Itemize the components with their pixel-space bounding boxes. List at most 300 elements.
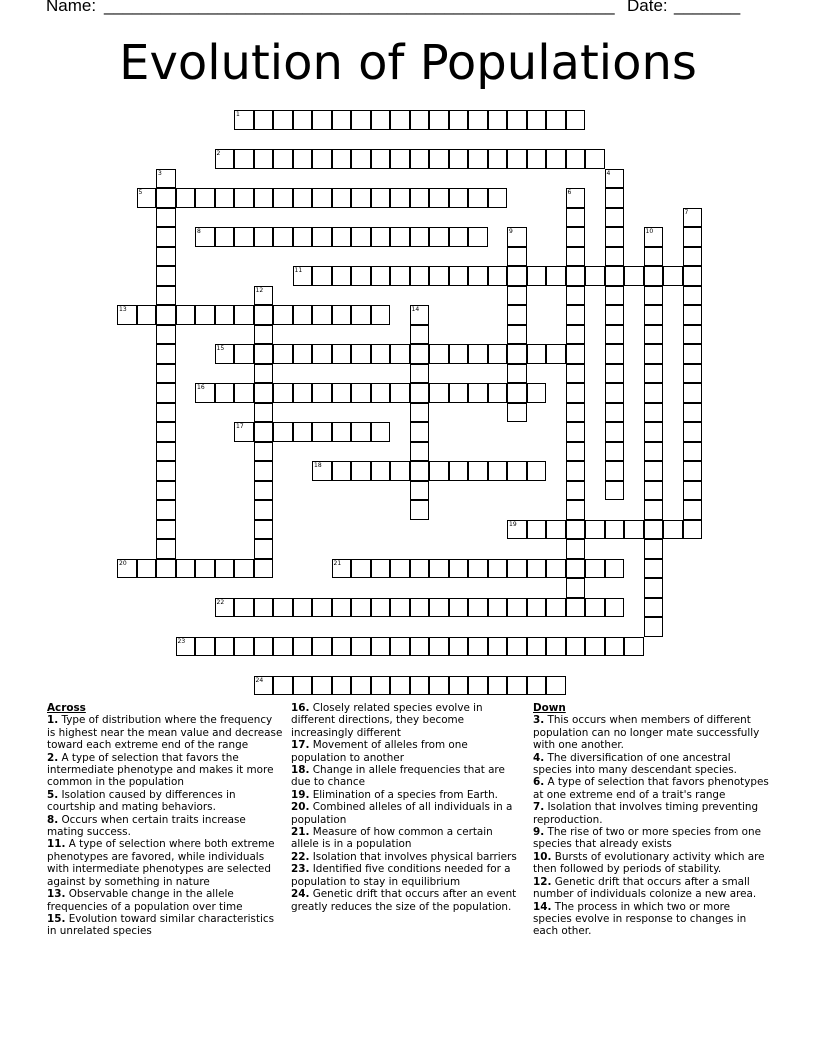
grid-cell[interactable] [605, 169, 625, 189]
grid-cell[interactable] [605, 325, 625, 345]
grid-cell[interactable] [254, 539, 274, 559]
grid-cell[interactable] [449, 110, 469, 130]
grid-cell[interactable] [215, 637, 235, 657]
grid-cell[interactable] [156, 208, 176, 228]
grid-cell[interactable] [644, 403, 664, 423]
grid-cell[interactable] [234, 383, 254, 403]
grid-cell[interactable] [332, 637, 352, 657]
grid-cell[interactable] [683, 383, 703, 403]
grid-cell[interactable] [566, 208, 586, 228]
grid-cell[interactable] [371, 461, 391, 481]
grid-cell[interactable] [176, 305, 196, 325]
grid-cell[interactable] [527, 266, 547, 286]
grid-cell[interactable] [234, 637, 254, 657]
grid-cell[interactable] [390, 461, 410, 481]
grid-cell[interactable] [351, 461, 371, 481]
grid-cell[interactable] [390, 188, 410, 208]
grid-cell[interactable] [273, 110, 293, 130]
grid-cell[interactable] [156, 442, 176, 462]
grid-cell[interactable] [312, 383, 332, 403]
grid-cell[interactable] [312, 266, 332, 286]
grid-cell[interactable] [156, 403, 176, 423]
grid-cell[interactable] [351, 149, 371, 169]
grid-cell[interactable] [566, 637, 586, 657]
grid-cell[interactable] [468, 637, 488, 657]
grid-cell[interactable] [234, 598, 254, 618]
grid-cell[interactable] [273, 149, 293, 169]
grid-cell[interactable] [683, 461, 703, 481]
grid-cell[interactable] [683, 520, 703, 540]
grid-cell[interactable] [390, 676, 410, 696]
grid-cell[interactable] [293, 676, 313, 696]
grid-cell[interactable] [507, 110, 527, 130]
grid-cell[interactable] [312, 422, 332, 442]
grid-cell[interactable] [215, 598, 235, 618]
grid-cell[interactable] [429, 383, 449, 403]
grid-cell[interactable] [585, 520, 605, 540]
grid-cell[interactable] [507, 227, 527, 247]
grid-cell[interactable] [644, 442, 664, 462]
grid-cell[interactable] [312, 676, 332, 696]
grid-cell[interactable] [254, 520, 274, 540]
grid-cell[interactable] [410, 500, 430, 520]
grid-cell[interactable] [312, 637, 332, 657]
grid-cell[interactable] [546, 266, 566, 286]
grid-cell[interactable] [234, 149, 254, 169]
grid-cell[interactable] [332, 559, 352, 579]
grid-cell[interactable] [566, 383, 586, 403]
grid-cell[interactable] [468, 676, 488, 696]
grid-cell[interactable] [156, 169, 176, 189]
grid-cell[interactable] [527, 149, 547, 169]
grid-cell[interactable] [605, 227, 625, 247]
grid-cell[interactable] [507, 383, 527, 403]
grid-cell[interactable] [605, 266, 625, 286]
grid-cell[interactable] [566, 344, 586, 364]
grid-cell[interactable] [683, 247, 703, 267]
grid-cell[interactable] [390, 266, 410, 286]
grid-cell[interactable] [332, 422, 352, 442]
grid-cell[interactable] [605, 344, 625, 364]
grid-cell[interactable] [449, 461, 469, 481]
grid-cell[interactable] [410, 559, 430, 579]
grid-cell[interactable] [566, 578, 586, 598]
grid-cell[interactable] [410, 598, 430, 618]
grid-cell[interactable] [566, 227, 586, 247]
grid-cell[interactable] [410, 637, 430, 657]
grid-cell[interactable] [663, 266, 683, 286]
grid-cell[interactable] [332, 305, 352, 325]
grid-cell[interactable] [332, 227, 352, 247]
grid-cell[interactable] [156, 325, 176, 345]
grid-cell[interactable] [273, 305, 293, 325]
grid-cell[interactable] [429, 266, 449, 286]
grid-cell[interactable] [371, 598, 391, 618]
grid-cell[interactable] [351, 383, 371, 403]
grid-cell[interactable] [293, 149, 313, 169]
grid-cell[interactable] [566, 422, 586, 442]
grid-cell[interactable] [683, 442, 703, 462]
grid-cell[interactable] [507, 676, 527, 696]
grid-cell[interactable] [371, 422, 391, 442]
grid-cell[interactable] [566, 149, 586, 169]
grid-cell[interactable] [254, 364, 274, 384]
grid-cell[interactable] [195, 227, 215, 247]
grid-cell[interactable] [566, 442, 586, 462]
grid-cell[interactable] [566, 266, 586, 286]
grid-cell[interactable] [624, 520, 644, 540]
grid-cell[interactable] [488, 383, 508, 403]
grid-cell[interactable] [566, 403, 586, 423]
grid-cell[interactable] [371, 188, 391, 208]
grid-cell[interactable] [195, 383, 215, 403]
grid-cell[interactable] [254, 383, 274, 403]
grid-cell[interactable] [605, 637, 625, 657]
grid-cell[interactable] [351, 266, 371, 286]
grid-cell[interactable] [527, 344, 547, 364]
grid-cell[interactable] [234, 188, 254, 208]
grid-cell[interactable] [644, 247, 664, 267]
grid-cell[interactable] [332, 188, 352, 208]
grid-cell[interactable] [488, 110, 508, 130]
grid-cell[interactable] [683, 422, 703, 442]
grid-cell[interactable] [351, 344, 371, 364]
grid-cell[interactable] [644, 578, 664, 598]
grid-cell[interactable] [234, 422, 254, 442]
grid-cell[interactable] [429, 637, 449, 657]
grid-cell[interactable] [507, 286, 527, 306]
grid-cell[interactable] [566, 559, 586, 579]
grid-cell[interactable] [176, 637, 196, 657]
grid-cell[interactable] [156, 286, 176, 306]
grid-cell[interactable] [215, 227, 235, 247]
grid-cell[interactable] [429, 344, 449, 364]
grid-cell[interactable] [449, 266, 469, 286]
grid-cell[interactable] [410, 383, 430, 403]
grid-cell[interactable] [605, 442, 625, 462]
grid-cell[interactable] [527, 676, 547, 696]
grid-cell[interactable] [390, 149, 410, 169]
grid-cell[interactable] [566, 325, 586, 345]
grid-cell[interactable] [546, 520, 566, 540]
grid-cell[interactable] [371, 266, 391, 286]
grid-cell[interactable] [117, 559, 137, 579]
grid-cell[interactable] [156, 227, 176, 247]
grid-cell[interactable] [371, 227, 391, 247]
grid-cell[interactable] [585, 637, 605, 657]
grid-cell[interactable] [254, 403, 274, 423]
grid-cell[interactable] [293, 383, 313, 403]
grid-cell[interactable] [527, 383, 547, 403]
grid-cell[interactable] [332, 383, 352, 403]
grid-cell[interactable] [683, 403, 703, 423]
grid-cell[interactable] [293, 344, 313, 364]
grid-cell[interactable] [332, 149, 352, 169]
date-line[interactable]: _______ [674, 0, 741, 15]
grid-cell[interactable] [683, 305, 703, 325]
grid-cell[interactable] [566, 500, 586, 520]
grid-cell[interactable] [351, 637, 371, 657]
grid-cell[interactable] [644, 598, 664, 618]
grid-cell[interactable] [644, 520, 664, 540]
grid-cell[interactable] [605, 383, 625, 403]
grid-cell[interactable] [488, 676, 508, 696]
grid-cell[interactable] [683, 344, 703, 364]
grid-cell[interactable] [488, 559, 508, 579]
grid-cell[interactable] [234, 344, 254, 364]
grid-cell[interactable] [683, 208, 703, 228]
grid-cell[interactable] [624, 266, 644, 286]
grid-cell[interactable] [683, 500, 703, 520]
grid-cell[interactable] [312, 188, 332, 208]
grid-cell[interactable] [371, 383, 391, 403]
grid-cell[interactable] [429, 461, 449, 481]
grid-cell[interactable] [351, 676, 371, 696]
grid-cell[interactable] [566, 598, 586, 618]
grid-cell[interactable] [254, 461, 274, 481]
grid-cell[interactable] [137, 188, 157, 208]
grid-cell[interactable] [254, 344, 274, 364]
grid-cell[interactable] [449, 383, 469, 403]
grid-cell[interactable] [254, 149, 274, 169]
grid-cell[interactable] [156, 481, 176, 501]
grid-cell[interactable] [410, 442, 430, 462]
grid-cell[interactable] [605, 422, 625, 442]
grid-cell[interactable] [644, 266, 664, 286]
grid-cell[interactable] [156, 266, 176, 286]
grid-cell[interactable] [351, 305, 371, 325]
grid-cell[interactable] [644, 500, 664, 520]
grid-cell[interactable] [176, 559, 196, 579]
grid-cell[interactable] [429, 227, 449, 247]
grid-cell[interactable] [566, 286, 586, 306]
grid-cell[interactable] [507, 266, 527, 286]
grid-cell[interactable] [410, 461, 430, 481]
grid-cell[interactable] [644, 286, 664, 306]
grid-cell[interactable] [293, 598, 313, 618]
grid-cell[interactable] [390, 383, 410, 403]
grid-cell[interactable] [293, 422, 313, 442]
grid-cell[interactable] [273, 598, 293, 618]
grid-cell[interactable] [644, 227, 664, 247]
grid-cell[interactable] [566, 520, 586, 540]
grid-cell[interactable] [546, 676, 566, 696]
grid-cell[interactable] [371, 344, 391, 364]
grid-cell[interactable] [254, 598, 274, 618]
grid-cell[interactable] [683, 286, 703, 306]
grid-cell[interactable] [410, 344, 430, 364]
grid-cell[interactable] [488, 598, 508, 618]
grid-cell[interactable] [390, 227, 410, 247]
grid-cell[interactable] [390, 598, 410, 618]
grid-cell[interactable] [195, 559, 215, 579]
grid-cell[interactable] [156, 559, 176, 579]
grid-cell[interactable] [254, 559, 274, 579]
grid-cell[interactable] [546, 344, 566, 364]
grid-cell[interactable] [449, 227, 469, 247]
grid-cell[interactable] [644, 539, 664, 559]
grid-cell[interactable] [273, 188, 293, 208]
grid-cell[interactable] [195, 188, 215, 208]
grid-cell[interactable] [644, 325, 664, 345]
grid-cell[interactable] [215, 344, 235, 364]
grid-cell[interactable] [429, 598, 449, 618]
grid-cell[interactable] [605, 598, 625, 618]
grid-cell[interactable] [273, 227, 293, 247]
grid-cell[interactable] [644, 383, 664, 403]
grid-cell[interactable] [527, 637, 547, 657]
grid-cell[interactable] [254, 305, 274, 325]
grid-cell[interactable] [585, 559, 605, 579]
grid-cell[interactable] [156, 520, 176, 540]
grid-cell[interactable] [410, 110, 430, 130]
grid-cell[interactable] [605, 559, 625, 579]
grid-cell[interactable] [585, 149, 605, 169]
grid-cell[interactable] [410, 305, 430, 325]
grid-cell[interactable] [176, 188, 196, 208]
grid-cell[interactable] [293, 637, 313, 657]
grid-cell[interactable] [137, 559, 157, 579]
grid-cell[interactable] [429, 676, 449, 696]
name-line[interactable]: ______________________________________________________ [104, 0, 615, 15]
grid-cell[interactable] [605, 520, 625, 540]
grid-cell[interactable] [371, 110, 391, 130]
grid-cell[interactable] [546, 149, 566, 169]
grid-cell[interactable] [390, 344, 410, 364]
grid-cell[interactable] [351, 559, 371, 579]
grid-cell[interactable] [566, 461, 586, 481]
grid-cell[interactable] [156, 383, 176, 403]
grid-cell[interactable] [351, 227, 371, 247]
grid-cell[interactable] [254, 481, 274, 501]
grid-cell[interactable] [449, 637, 469, 657]
grid-cell[interactable] [254, 188, 274, 208]
grid-cell[interactable] [488, 266, 508, 286]
grid-cell[interactable] [234, 227, 254, 247]
grid-cell[interactable] [683, 364, 703, 384]
grid-cell[interactable] [410, 481, 430, 501]
grid-cell[interactable] [449, 188, 469, 208]
grid-cell[interactable] [254, 500, 274, 520]
grid-cell[interactable] [605, 481, 625, 501]
grid-cell[interactable] [449, 676, 469, 696]
grid-cell[interactable] [429, 188, 449, 208]
grid-cell[interactable] [507, 344, 527, 364]
grid-cell[interactable] [449, 149, 469, 169]
grid-cell[interactable] [137, 305, 157, 325]
grid-cell[interactable] [390, 559, 410, 579]
grid-cell[interactable] [234, 559, 254, 579]
grid-cell[interactable] [605, 364, 625, 384]
grid-cell[interactable] [566, 539, 586, 559]
grid-cell[interactable] [624, 637, 644, 657]
grid-cell[interactable] [312, 461, 332, 481]
grid-cell[interactable] [390, 110, 410, 130]
grid-cell[interactable] [351, 110, 371, 130]
grid-cell[interactable] [156, 500, 176, 520]
grid-cell[interactable] [410, 422, 430, 442]
grid-cell[interactable] [546, 110, 566, 130]
grid-cell[interactable] [527, 461, 547, 481]
grid-cell[interactable] [312, 598, 332, 618]
grid-cell[interactable] [312, 305, 332, 325]
grid-cell[interactable] [371, 559, 391, 579]
grid-cell[interactable] [468, 110, 488, 130]
grid-cell[interactable] [507, 520, 527, 540]
grid-cell[interactable] [566, 305, 586, 325]
grid-cell[interactable] [527, 598, 547, 618]
grid-cell[interactable] [566, 188, 586, 208]
grid-cell[interactable] [488, 637, 508, 657]
grid-cell[interactable] [449, 559, 469, 579]
grid-cell[interactable] [371, 149, 391, 169]
grid-cell[interactable] [507, 149, 527, 169]
grid-cell[interactable] [683, 227, 703, 247]
grid-cell[interactable] [585, 598, 605, 618]
grid-cell[interactable] [468, 188, 488, 208]
grid-cell[interactable] [312, 227, 332, 247]
grid-cell[interactable] [254, 442, 274, 462]
grid-cell[interactable] [410, 364, 430, 384]
grid-cell[interactable] [332, 266, 352, 286]
grid-cell[interactable] [546, 559, 566, 579]
grid-cell[interactable] [332, 598, 352, 618]
grid-cell[interactable] [527, 110, 547, 130]
grid-cell[interactable] [332, 110, 352, 130]
grid-cell[interactable] [449, 344, 469, 364]
grid-cell[interactable] [644, 481, 664, 501]
grid-cell[interactable] [546, 637, 566, 657]
grid-cell[interactable] [468, 344, 488, 364]
grid-cell[interactable] [488, 461, 508, 481]
grid-cell[interactable] [273, 637, 293, 657]
grid-cell[interactable] [312, 149, 332, 169]
grid-cell[interactable] [351, 422, 371, 442]
grid-cell[interactable] [273, 383, 293, 403]
grid-cell[interactable] [507, 598, 527, 618]
grid-cell[interactable] [273, 344, 293, 364]
grid-cell[interactable] [371, 305, 391, 325]
grid-cell[interactable] [527, 520, 547, 540]
grid-cell[interactable] [254, 110, 274, 130]
grid-cell[interactable] [234, 305, 254, 325]
grid-cell[interactable] [312, 110, 332, 130]
grid-cell[interactable] [488, 188, 508, 208]
grid-cell[interactable] [332, 676, 352, 696]
grid-cell[interactable] [410, 266, 430, 286]
grid-cell[interactable] [605, 188, 625, 208]
grid-cell[interactable] [156, 247, 176, 267]
grid-cell[interactable] [507, 305, 527, 325]
grid-cell[interactable] [468, 227, 488, 247]
grid-cell[interactable] [468, 461, 488, 481]
grid-cell[interactable] [644, 305, 664, 325]
grid-cell[interactable] [215, 305, 235, 325]
grid-cell[interactable] [546, 598, 566, 618]
grid-cell[interactable] [468, 559, 488, 579]
grid-cell[interactable] [390, 637, 410, 657]
grid-cell[interactable] [371, 676, 391, 696]
grid-cell[interactable] [605, 403, 625, 423]
grid-cell[interactable] [449, 598, 469, 618]
grid-cell[interactable] [410, 188, 430, 208]
grid-cell[interactable] [605, 286, 625, 306]
grid-cell[interactable] [254, 637, 274, 657]
grid-cell[interactable] [507, 364, 527, 384]
grid-cell[interactable] [644, 617, 664, 637]
grid-cell[interactable] [683, 325, 703, 345]
grid-cell[interactable] [507, 637, 527, 657]
